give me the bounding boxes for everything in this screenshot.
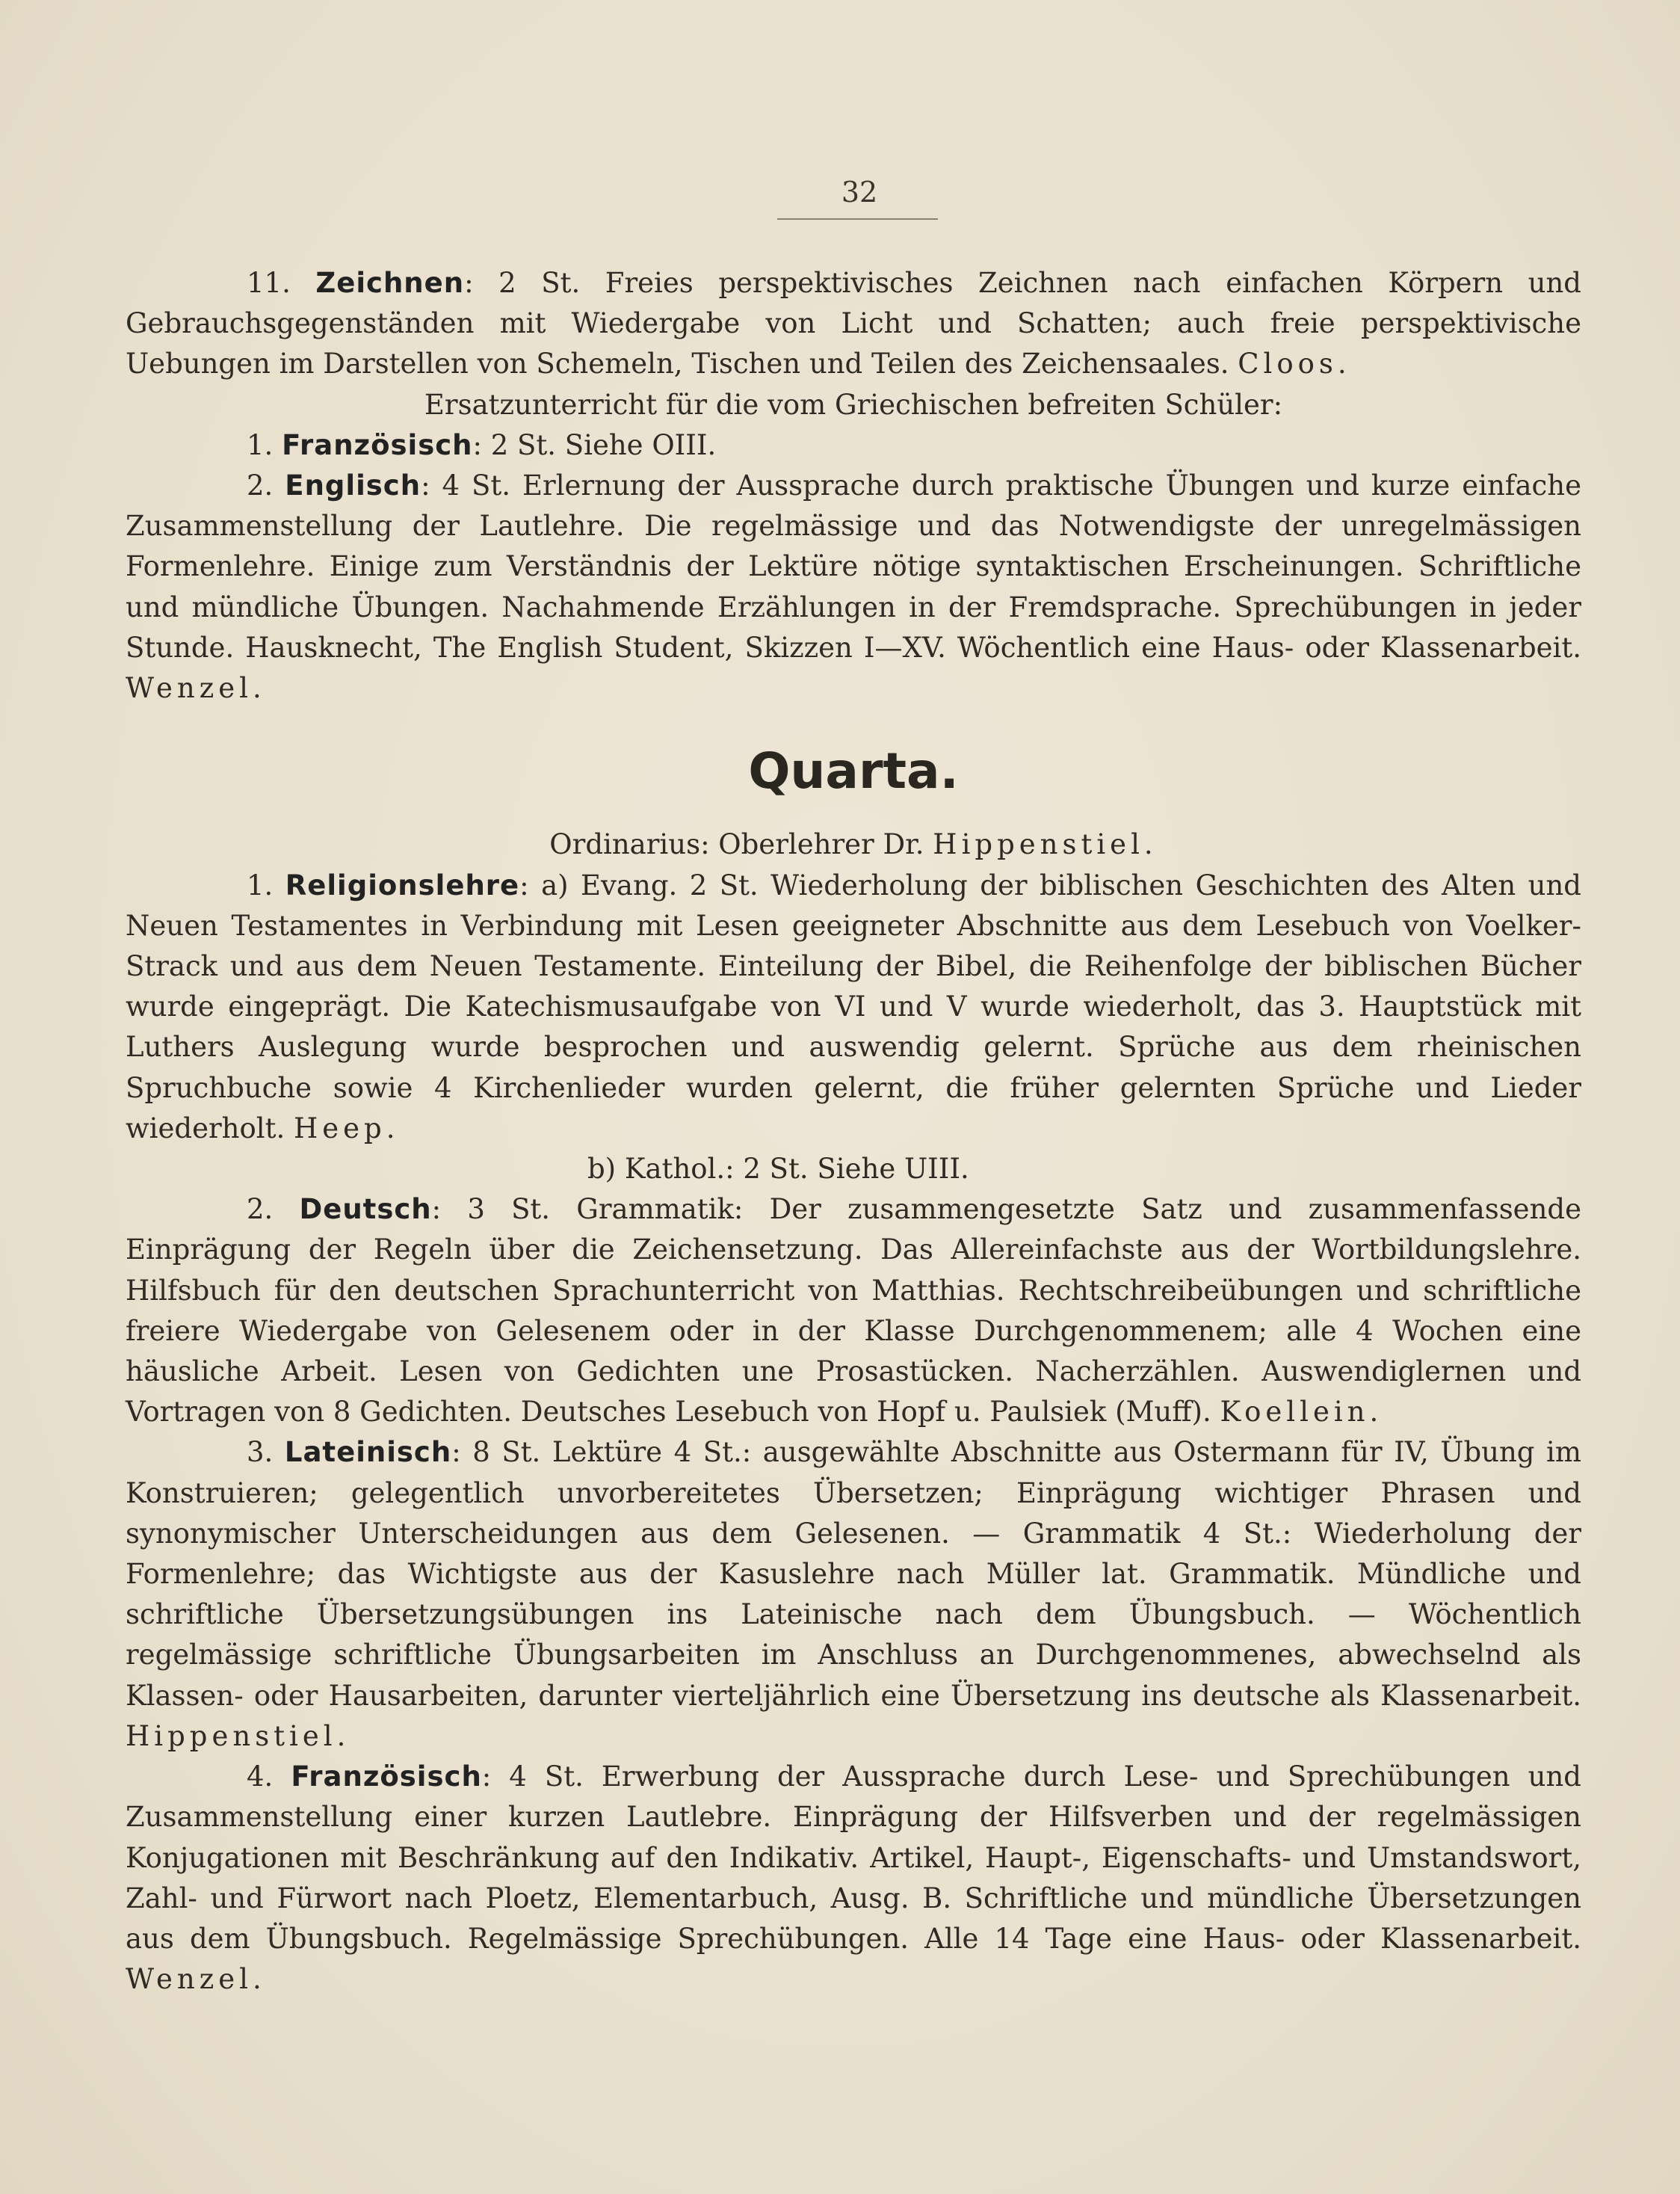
ersatz-heading: Ersatzunterricht für die vom Griechischen befreiten Schüler: — [424, 388, 1283, 421]
teacher-name: Hippenstiel. — [126, 1719, 350, 1752]
page-number-rule — [777, 218, 938, 220]
paragraph-lateinisch — [126, 1432, 1581, 1757]
subject-heading: Deutsch — [299, 1193, 432, 1226]
paragraph-deutsch — [126, 1189, 1581, 1432]
teacher-name: Cloos. — [1238, 348, 1351, 380]
paragraph-religionslehre — [126, 866, 1581, 1149]
item-number: 11. — [247, 267, 316, 299]
item-number: 2. — [247, 1193, 300, 1226]
item-number: 4. — [247, 1760, 291, 1793]
paragraph-text: : a) Evang. 2 St. Wiederholung der biblischen Geschichten des Alten und Neuen Testamentes in Verbindung mit Lesen geeigneter Abschnitte aus dem Lesebuch von Voelker-Strack und aus dem Neuen Testamente. Einteilung der Bibel, die Reihenfolge der biblischen Bücher wurde eingeprägt. Die Katechismusaufgabe von VI und V wurde wiederholt, das 3. Hauptstück mit Luthers Auslegung wurde besprochen und auswendig gelernt. Sprüche aus dem rheinischen Spruchbuche sowie 4 Kirchenlieder wurden gelernt, die früher gelernten Sprüche und Lieder wiederholt. — [126, 869, 1581, 1144]
main-text — [126, 263, 1581, 2000]
ordinarius-label: Ordinarius: Oberlehrer Dr. — [549, 828, 933, 861]
subject-heading: Englisch — [285, 469, 421, 502]
paragraph-kathol: b) Kathol.: 2 St. Siehe UIII. — [587, 1153, 969, 1186]
paragraph-text: : 3 St. Grammatik: Der zusammengesetzte Satz und zusammenfassende Einprägung der Regeln über die Zeichensetzung. Das Allereinfachste aus der Wortbildungslehre. Hilfsbuch für den deutschen Sprachunterricht von Matthias. Rechtschreibeübungen und schriftliche freiere Wiedergabe von Gelesenem oder in der Klasse Durchgenommenem; alle 4 Wochen eine häusliche Arbeit. Lesen von Gedichten une Prosastücken. Nacherzählen. Auswendiglernen und Vortragen von 8 Gedichten. Deutsches Lesebuch von Hopf u. Paulsiek (Muff). — [126, 1193, 1581, 1429]
item-number: 1. — [247, 869, 285, 902]
subject-heading: Religionslehre — [285, 869, 520, 902]
subject-heading: Französisch — [282, 428, 473, 461]
ordinarius-line — [126, 825, 1581, 865]
paragraph-franzoesisch-iv — [126, 1757, 1581, 2000]
teacher-name: Wenzel. — [126, 1963, 266, 1996]
paragraph-englisch — [126, 466, 1581, 709]
subject-heading: Zeichnen — [315, 267, 465, 299]
paragraph-franzoesisch-oiii — [126, 425, 1581, 466]
paragraph-text: : 8 St. Lektüre 4 St.: ausgewählte Abschnitte aus Ostermann für IV, Übung im Konstruieren; gelegentlich unvorbereitetes Übersetzen; Einprägung wichtiger Phrasen und synonymischer Unterscheidungen aus dem Gelesenen. — Grammatik 4 St.: Wiederholung der Formenlehre; das Wichtigste aus der Kasuslehre nach Müller lat. Grammatik. Mündliche und schriftliche Übersetzungsübungen ins Lateinische nach dem Übungsbuch. — Wöchentlich regelmässige schriftliche Übungsarbeiten im Anschluss an Durchgenommenes, abwechselnd als Klassen- oder Hausarbeiten, darunter vierteljährlich eine Übersetzung ins deutsche als Klassenarbeit. — [126, 1436, 1581, 1712]
section-title-quarta: Quarta. — [748, 742, 959, 801]
teacher-name: Wenzel. — [126, 672, 266, 705]
paragraph-text: : 4 St. Erwerbung der Aussprache durch Lese- und Sprechübungen und Zusammenstellung einer kurzen Lautlebre. Einprägung der Hilfsverben und der regelmässigen Konjugationen mit Beschränkung auf den Indikativ. Artikel, Haupt-, Eigenschafts- und Umstandswort, Zahl- und Fürwort nach Ploetz, Elementarbuch, Ausg. B. Schriftliche und mündliche Übersetzungen aus dem Übungsbuch. Regelmässige Sprechübungen. Alle 14 Tage eine Haus- oder Klassenarbeit. — [126, 1760, 1581, 1955]
item-number: 3. — [247, 1436, 285, 1469]
page-number: 32 — [841, 176, 878, 209]
item-number: 1. — [247, 428, 282, 461]
paragraph-zeichnen — [126, 263, 1581, 385]
teacher-name: Koellein. — [1220, 1396, 1383, 1429]
item-number: 2. — [247, 469, 285, 502]
teacher-name: Heep. — [294, 1112, 400, 1144]
paragraph-text: : 4 St. Erlernung der Aussprache durch praktische Übungen und kurze einfache Zusammenstellung der Lautlehre. Die regelmässige und das Notwendigste der unregelmässigen Formenlehre. Einige zum Verständnis der Lektüre nötige syntaktischen Erscheinungen. Schriftliche und mündliche Übungen. Nachahmende Erzählungen in der Fremdsprache. Sprechübungen in jeder Stunde. Hausknecht, The English Student, Skizzen I—XV. Wöchentlich eine Haus- oder Klassenarbeit. — [126, 469, 1581, 664]
ordinarius-name: Hippenstiel. — [933, 828, 1158, 861]
subject-heading: Französisch — [291, 1760, 482, 1793]
subject-heading: Lateinisch — [284, 1436, 452, 1469]
paragraph-text: : 2 St. Siehe OIII. — [472, 428, 717, 461]
paragraph-text: : 2 St. Freies perspektivisches Zeichnen nach einfachen Körpern und Gebrauchsgegenständen mit Wiedergabe von Licht und Schatten; auch freie perspektivische Uebungen im Darstellen von Schemeln, Tischen und Teilen des Zeichensaales. — [126, 267, 1581, 380]
